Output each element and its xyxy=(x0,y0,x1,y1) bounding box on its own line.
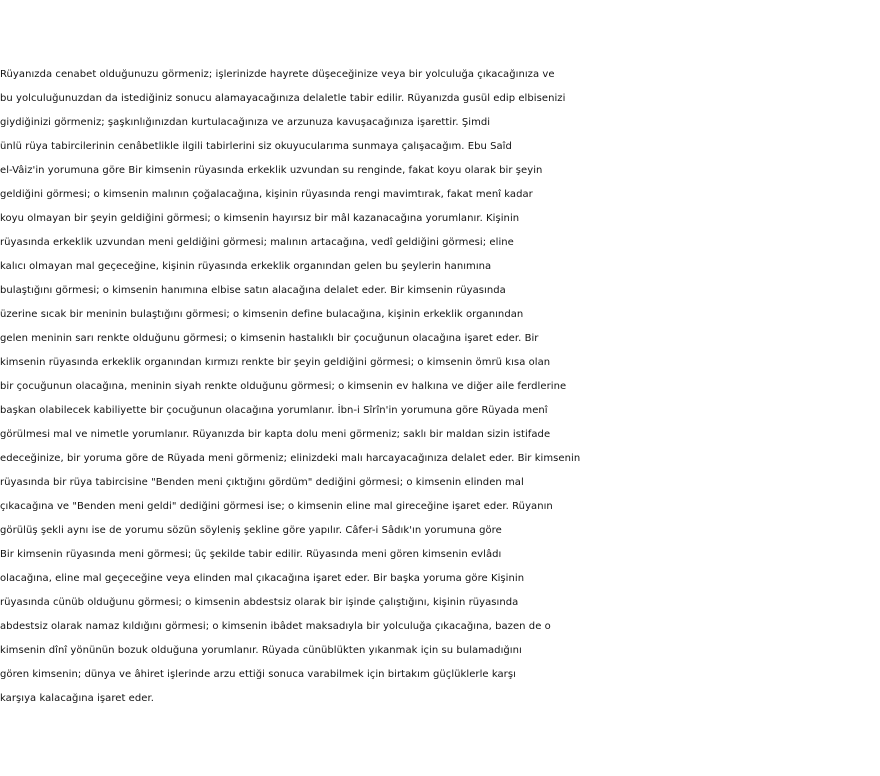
text-line: koyu olmayan bir şeyin geldiğini görmesi; o kimsenin hayırsız bir mâl kazanacağına yorumlanır. Kişinin xyxy=(0,213,520,224)
text-line: rüyasında bir rüya tabircisine "Benden meni çıktığını gördüm" dediğini görmesi; o kimsenin elinden mal xyxy=(0,477,524,488)
text-line: geldiğini görmesi; o kimsenin malının çoğalacağına, kişinin rüyasında rengi mavimtırak, fakat menî kadar xyxy=(0,189,533,200)
text-line: abdestsiz olarak namaz kıldığını görmesi; o kimsenin ibâdet maksadıyla bir yolculuğa çıkacağına, bazen de o xyxy=(0,621,551,632)
text-line: bir çocuğunun olacağına, meninin siyah renkte olduğunu görmesi; o kimsenin ev halkına ve diğer aile ferdlerine xyxy=(0,381,567,392)
text-line: rüyasında erkeklik uzvundan meni geldiğini görmesi; malının artacağına, vedî geldiğini görmesi; eline xyxy=(0,237,514,248)
text-line: bu yolculuğunuzdan da istediğiniz sonucu alamayacağınıza delaletle tabir edilir. Rüyanızda gusül edip elbisenizi xyxy=(0,93,566,104)
text-line: bulaştığını görmesi; o kimsenin hanımına elbise satın alacağına delalet eder. Bir kimsenin rüyasında xyxy=(0,285,506,296)
text-line: üzerine sıcak bir meninin bulaştığını görmesi; o kimsenin define bulacağına, kişinin erkeklik organından xyxy=(0,309,524,320)
text-line: başkan olabilecek kabiliyette bir çocuğunun olacağına yorumlanır. İbn-i Sîrîn'in yorumuna göre Rüyada menî xyxy=(0,405,548,416)
text-line: gören kimsenin; dünya ve âhiret işlerinde arzu ettiği sonuca varabilmek için birtakım güçlüklerle karşı xyxy=(0,669,516,680)
text-line: gelen meninin sarı renkte olduğunu görmesi; o kimsenin hastalıklı bir çocuğunun olacağına işaret eder. Bir xyxy=(0,333,539,344)
text-line: karşıya kalacağına işaret eder. xyxy=(0,693,154,704)
text-line: Rüyanızda cenabet olduğunuzu görmeniz; işlerinizde hayrete düşeceğinize veya bir yolculuğa çıkacağınıza ve xyxy=(0,69,555,80)
text-line: görülmesi mal ve nimetle yorumlanır. Rüyanızda bir kapta dolu meni görmeniz; saklı bir maldan sizin istifade xyxy=(0,429,551,440)
text-line: giydiğinizi görmeniz; şaşkınlığınızdan kurtulacağınıza ve arzunuza kavuşacağınıza işarettir. Şimdi xyxy=(0,117,491,128)
text-line: el-Vâiz'in yorumuna göre Bir kimsenin rüyasında erkeklik uzvundan su renginde, fakat koyu olarak bir şeyin xyxy=(0,165,543,176)
text-line: Bir kimsenin rüyasında meni görmesi; üç şekilde tabir edilir. Rüyasında meni gören kimsenin evlâdı xyxy=(0,549,502,560)
text-line: çıkacağına ve "Benden meni geldi" dediğini görmesi ise; o kimsenin eline mal gireceğine işaret eder. Rüyanın xyxy=(0,501,553,512)
text-line: görülüş şekli aynı ise de yorumu sözün söyleniş şekline göre yapılır. Câfer-i Sâdık'ın yorumuna göre xyxy=(0,525,502,536)
text-line: edeceğinize, bir yoruma göre de Rüyada meni görmeniz; elinizdeki malı harcayacağınıza delalet eder. Bir kimsenin xyxy=(0,453,581,464)
text-line: ünlü rüya tabircilerinin cenâbetlikle ilgili tabirlerini siz okuyucularıma sunmaya çalışacağım. Ebu Saîd xyxy=(0,141,512,152)
text-line: kalıcı olmayan mal geçeceğine, kişinin rüyasında erkeklik organından gelen bu şeylerin hanımına xyxy=(0,261,492,272)
text-line: olacağına, eline mal geçeceğine veya elinden mal çıkacağına işaret eder. Bir başka yoruma göre Kişinin xyxy=(0,573,525,584)
text-line: kimsenin dînî yönünün bozuk olduğuna yorumlanır. Rüyada cünüblükten yıkanmak için su bulamadığını xyxy=(0,645,522,656)
document-body xyxy=(0,63,880,711)
text-line: rüyasında cünüb olduğunu görmesi; o kimsenin abdestsiz olarak bir işinde çalıştığını, kişinin rüyasında xyxy=(0,597,519,608)
text-line: kimsenin rüyasında erkeklik organından kırmızı renkte bir şeyin geldiğini görmesi; o kimsenin ömrü kısa olan xyxy=(0,357,551,368)
